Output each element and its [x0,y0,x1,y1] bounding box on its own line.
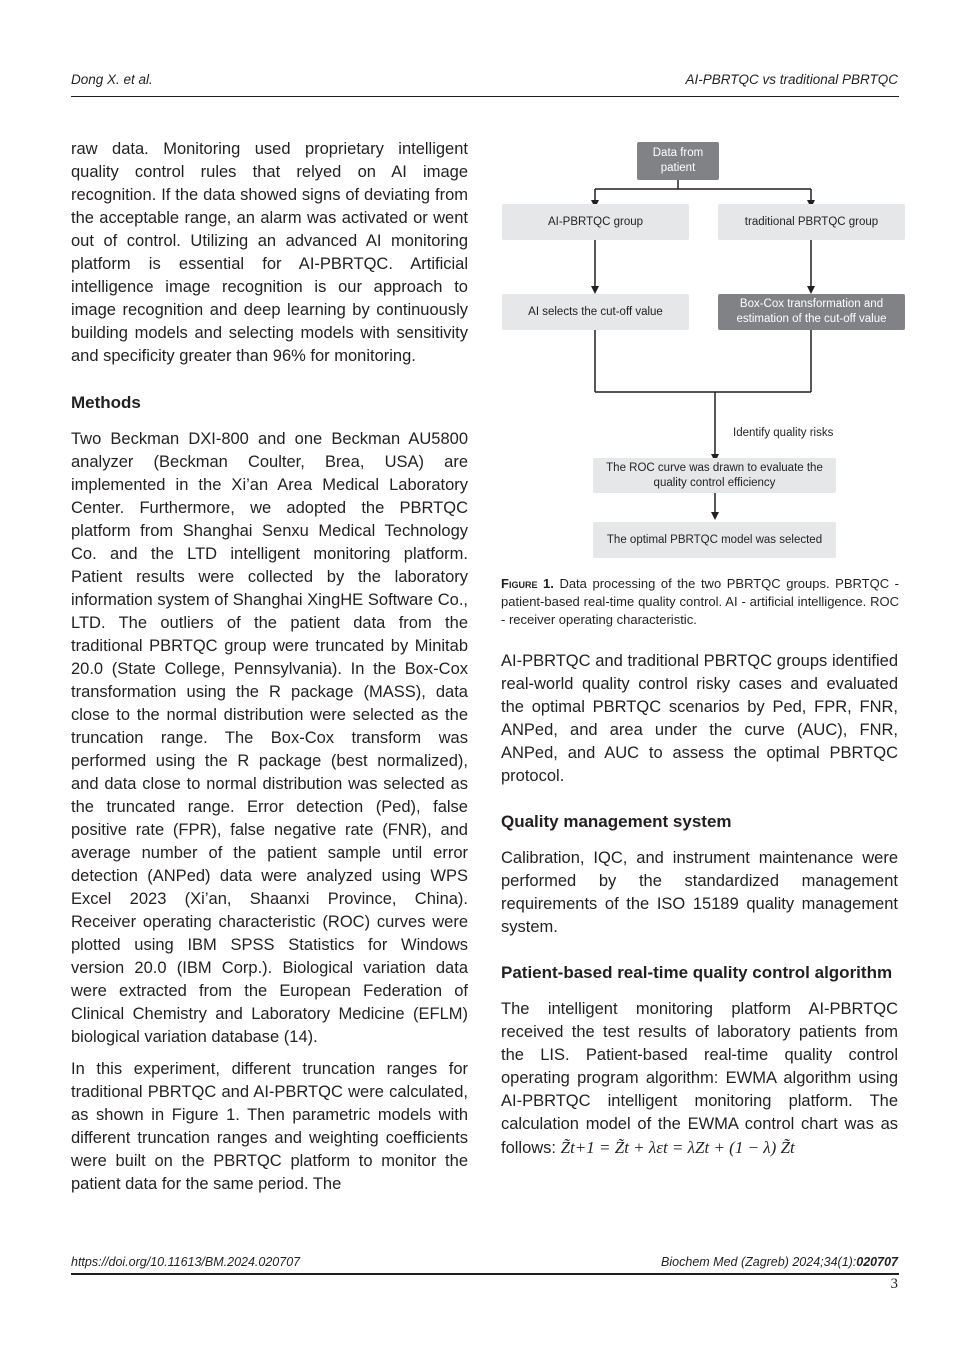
node-ai-cutoff: AI selects the cut-off value [502,294,689,330]
node-optimal-model: The optimal PBRTQC model was selected [593,522,836,558]
edge-label-identify-risks: Identify quality risks [733,427,834,439]
running-header-title: AI-PBRTQC vs traditional PBRTQC [685,72,898,87]
running-header-authors: Dong X. et al. [71,72,153,87]
heading-methods: Methods [71,393,141,412]
flowchart-connectors [501,138,901,568]
ewma-formula: Z̃t+1 = Z̃t + λεt = λZt + (1 − λ) Z̃t [560,1138,795,1157]
paragraph-risk-cases: AI-PBRTQC and traditional PBRTQC groups identified real-world quality control risky cases and evaluated the optimal PBRTQC scenarios by Ped, FPR, FNR, ANPed, and area under the curve (AUC), FNR, ANPed, and AUC to assess the optimal PBRTQC protocol. [501,652,898,785]
algorithm-text: The intelligent monitoring platform AI-PBRTQC received the test results of laboratory patients from the LIS. Patient-based real-time quality control operating program algorithm: EWMA algorithm using AI-PBRTQC intelligent monitoring platform. The calculation model of the EWMA control chart was as follows: [501,1000,898,1157]
figure-1-caption [501,575,899,629]
paragraph-algorithm [501,998,898,1160]
left-column [71,138,468,1196]
caption-text: Data processing of the two PBRTQC groups. PBRTQC - patient-based real-time quality control. AI - artificial intelligence. ROC - receiver operating characteristic. [501,576,899,627]
footer-rule [71,1273,899,1275]
paragraph-methods: Two Beckman DXI-800 and one Beckman AU5800 analyzer (Beckman Coulter, Brea, USA) are implemented in the Xi’an Area Medical Laboratory Center. Furthermore, we adopted the PBRTQC platform from Shanghai Senxu Medical Technology Co. and the LTD intelligent monitoring platform. Patient results were collected by the laboratory information system of Shanghai XingHE Software Co., LTD. The outliers of the patient data from the traditional PBRTQC group were truncated by Minitab 20.0 (State College, Pennsylvania). In the Box-Cox transformation using the R package (MASS), data close to the normal distribution were selected as the truncation range. The Box-Cox transform was performed using the R package (best normalized), and data close to normal distribution was selected as the truncated range. Error detection (Ped), false positive rate (FPR), false negative rate (FNR), and average number of the patient sample until error detection (ANPed) data were analyzed using WPS Excel 2023 (Xi’an, Shaanxi Province, China). Receiver operating characteristic (ROC) curves were plotted using IBM SPSS Statistics for Windows version 20.0 (IBM Corp.). Biological variation data were extracted from the European Federation of Clinical Chemistry and Laboratory Medicine (EFLM) biological variation database (14). [71,430,468,1046]
heading-quality-management: Quality management system [501,812,732,831]
header-rule [71,96,899,97]
node-boxcox-cutoff: Box-Cox transformation and estimation of the cut-off value [718,294,905,330]
footer-journal [661,1255,898,1269]
paragraph-intro-end: raw data. Monitoring used proprietary intelligent quality control rules that relyed on AI image recognition. If the data showed signs of deviating from the acceptable range, an alarm was activated or went out of control. Utilizing an advanced AI monitoring platform is essential for AI-PBRTQC. Artificial intelligence image recognition is our approach to image recognition and deep learning by continuously building models and selecting models with sensitivity and specificity greater than 96% for monitoring. [71,140,468,365]
paragraph-experiment: In this experiment, different truncation ranges for traditional PBRTQC and AI-PBRTQC were calculated, as shown in Figure 1. Then parametric models with different truncation ranges and weighting coefficients were built on the PBRTQC platform to monitor the patient data for the same period. The [71,1060,468,1193]
page-number: 3 [890,1276,898,1292]
node-traditional-pbrtqc-group: traditional PBRTQC group [718,204,905,240]
node-ai-pbrtqc-group: AI-PBRTQC group [502,204,689,240]
figure-1-flowchart [501,138,901,638]
right-column [501,650,898,1160]
caption-label: Figure 1. [501,576,554,591]
node-roc-curve: The ROC curve was drawn to evaluate the quality control efficiency [593,458,836,493]
paragraph-quality-management: Calibration, IQC, and instrument maintenance were performed by the standardized management requirements of the ISO 15189 quality management system. [501,849,898,936]
footer-journal-citation: Biochem Med (Zagreb) 2024;34(1): [661,1255,857,1269]
node-data-from-patient: Data from patient [637,142,719,180]
heading-algorithm: Patient-based real-time quality control algorithm [501,963,893,982]
footer-article-id: 020707 [856,1255,898,1269]
footer-doi: https://doi.org/10.11613/BM.2024.020707 [71,1255,301,1269]
